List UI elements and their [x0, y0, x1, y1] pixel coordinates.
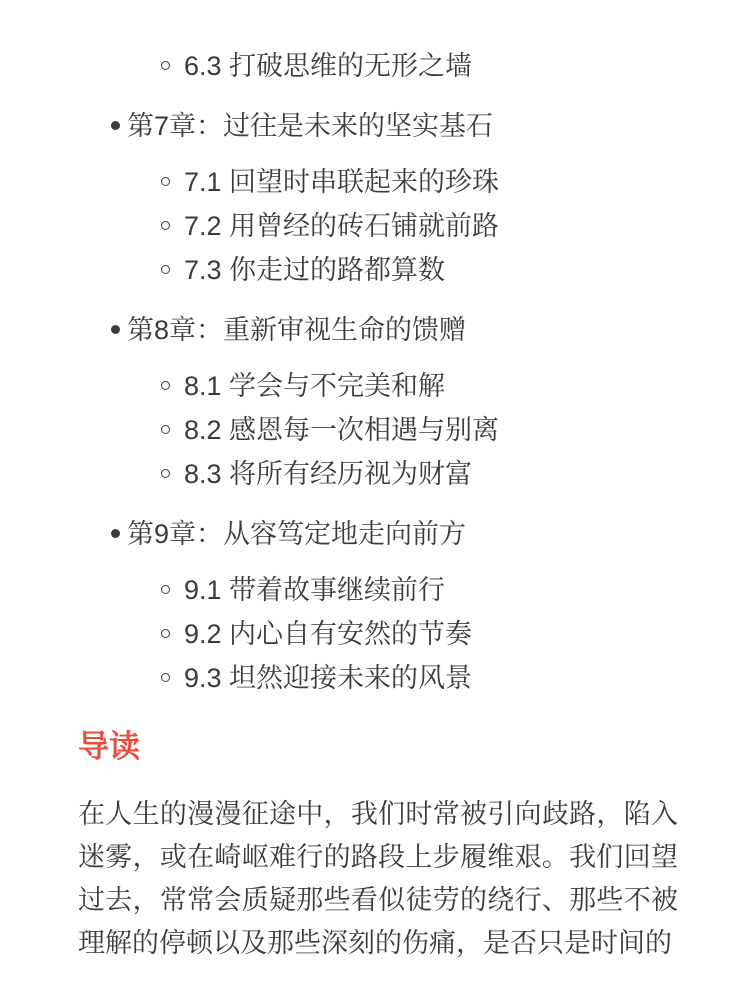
- toc-subitem-label: 9.3 坦然迎接未来的风景: [184, 663, 473, 693]
- toc-chapter-7: [78, 104, 672, 292]
- toc-sublist-9: [127, 568, 672, 700]
- circle-bullet-icon: [161, 469, 170, 478]
- toc-sublist-7: [127, 160, 672, 292]
- circle-bullet-icon: [161, 221, 170, 230]
- toc-chapter-9: [78, 512, 672, 700]
- disc-bullet-icon: [111, 121, 120, 130]
- toc-subitem-label: 6.3 打破思维的无形之墙: [184, 51, 473, 81]
- toc-subitem-label: 9.2 内心自有安然的节奏: [184, 619, 473, 649]
- toc-subitem-6-3: [127, 44, 672, 88]
- toc-subitem-9-3: [127, 656, 672, 700]
- toc-subitem-7-2: [127, 204, 672, 248]
- toc-sublist-6: [127, 44, 672, 88]
- toc-subitem-label: 9.1 带着故事继续前行: [184, 575, 446, 605]
- toc-chapter-8: [78, 308, 672, 496]
- toc-subitem-label: 7.2 用曾经的砖石铺就前路: [184, 211, 500, 241]
- circle-bullet-icon: [161, 61, 170, 70]
- toc-chapter-title: 第8章：重新审视生命的馈赠: [127, 315, 467, 345]
- toc-subitem-8-3: [127, 452, 672, 496]
- circle-bullet-icon: [161, 177, 170, 186]
- circle-bullet-icon: [161, 673, 170, 682]
- toc-subitem-9-1: [127, 568, 672, 612]
- toc-subitem-label: 8.2 感恩每一次相遇与别离: [184, 415, 500, 445]
- circle-bullet-icon: [161, 585, 170, 594]
- toc-subitem-label: 8.3 将所有经历视为财富: [184, 459, 473, 489]
- toc-chapter-title: 第7章：过往是未来的坚实基石: [127, 111, 494, 141]
- circle-bullet-icon: [161, 265, 170, 274]
- circle-bullet-icon: [161, 629, 170, 638]
- intro-paragraph: 在人生的漫漫征途中，我们时常被引向歧路，陷入迷雾，或在崎岖难行的路段上步履维艰。我们回望过去，常常会质疑那些看似徒劳的绕行、那些不被理解的停顿以及那些深刻的伤痛，是否只是时间的: [78, 799, 678, 958]
- toc-subitem-8-1: [127, 364, 672, 408]
- toc-subitem-7-1: [127, 160, 672, 204]
- toc-list: [78, 44, 672, 700]
- toc-subitem-label: 7.1 回望时串联起来的珍珠: [184, 167, 500, 197]
- disc-bullet-icon: [111, 529, 120, 538]
- disc-bullet-icon: [111, 325, 120, 334]
- circle-bullet-icon: [161, 381, 170, 390]
- section-heading: 导读: [78, 729, 140, 764]
- toc-chapter-6-partial: [78, 44, 672, 88]
- toc-subitem-8-2: [127, 408, 672, 452]
- toc-sublist-8: [127, 364, 672, 496]
- toc-subitem-7-3: [127, 248, 672, 292]
- toc-subitem-label: 8.1 学会与不完美和解: [184, 371, 446, 401]
- toc-subitem-9-2: [127, 612, 672, 656]
- toc-subitem-label: 7.3 你走过的路都算数: [184, 255, 446, 285]
- toc-chapter-title: 第9章：从容笃定地走向前方: [127, 519, 467, 549]
- circle-bullet-icon: [161, 425, 170, 434]
